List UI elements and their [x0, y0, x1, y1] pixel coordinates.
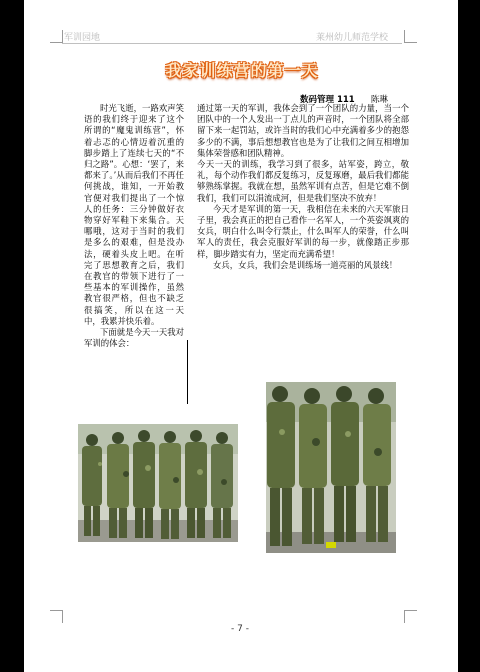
right-paragraph: 女兵，女兵，我们会是训练场一道亮丽的风景线！: [213, 259, 398, 270]
right-paragraph: 通过第一天的军训，我体会到了一个团队的力量，当一个团队中的一个人发出一丁点儿的声音时，一个团队将全部留下来一起罚站，或许当时的我们心中充满着多少的抱怨多少的不满，事后想想教官也是为了让我们之间互相增加集体荣誉感和团队精神。: [197, 103, 409, 158]
left-text-column: [84, 103, 184, 349]
crop-mark-bottom-left: [50, 610, 63, 623]
left-paragraph: 下面就是今天一天我对军训的体会：: [84, 327, 184, 349]
header-school-name: 莱州幼儿师范学校: [316, 33, 389, 43]
left-paragraph: 时光飞逝，一路欢声笑语的我们终于迎来了这个所谓的“魔鬼训练营”，怀着忐忑的心情迈着沉重的脚步踏上了连续七天的“不归之路”。心想：‘罢了，来都来了。’从而后我们不再任何挑战，谁知，一开始教官便对我们提出了一个惊人的任务：三分钟做好衣物穿好军鞋下来集合。天哪哦，这对于当时的我们是多么的艰难，但是没办法，硬着头皮上吧。在听完了思想教育之后，我们在教官的带领下进行了一些基本的军训操作，虽然教官很严格，但也不缺乏很搞笑，所以在这一天中，我累并快乐着。: [84, 103, 184, 326]
column-divider: [187, 340, 188, 404]
crop-mark-top-right: [404, 30, 417, 43]
crop-mark-bottom-right: [404, 610, 417, 623]
crop-mark-top-left: [50, 30, 63, 43]
right-border: [458, 0, 480, 672]
page-number: - 7 -: [231, 624, 249, 634]
right-text-column: [197, 103, 409, 271]
byline-class: 数码管理 111: [300, 95, 355, 105]
military-training-photo-left: [78, 424, 238, 542]
left-border: [0, 0, 24, 672]
byline-author: 陈琳: [370, 95, 388, 105]
header-rule: [62, 43, 402, 44]
right-paragraph: 今天才是军训的第一天，我相信在未来的六天军旅日子里，我会真正的把自己看作一名军人，一个英姿飒爽的女兵，明白什么叫令行禁止，什么叫军人的荣誉，什么叫军人的责任，我会克服好军训的每一步，就像踏正步那样，脚步踏实有力，坚定而充满希望！: [197, 203, 409, 259]
header-section-name: 军训园地: [64, 33, 101, 43]
right-paragraph: 今天一天的训练，我学习到了很多，站军姿，跨立，敬礼，每个动作我们都反复练习，反复琢磨，最后我们都能够熟练掌握。我就在想，虽然军训有点苦，但是它难不倒我们，我们可以涓流成河，但是我们坚决不放弃！: [197, 159, 409, 203]
article-title: 我家训练营的第一天: [165, 61, 319, 80]
military-training-photo-right: [266, 382, 396, 553]
